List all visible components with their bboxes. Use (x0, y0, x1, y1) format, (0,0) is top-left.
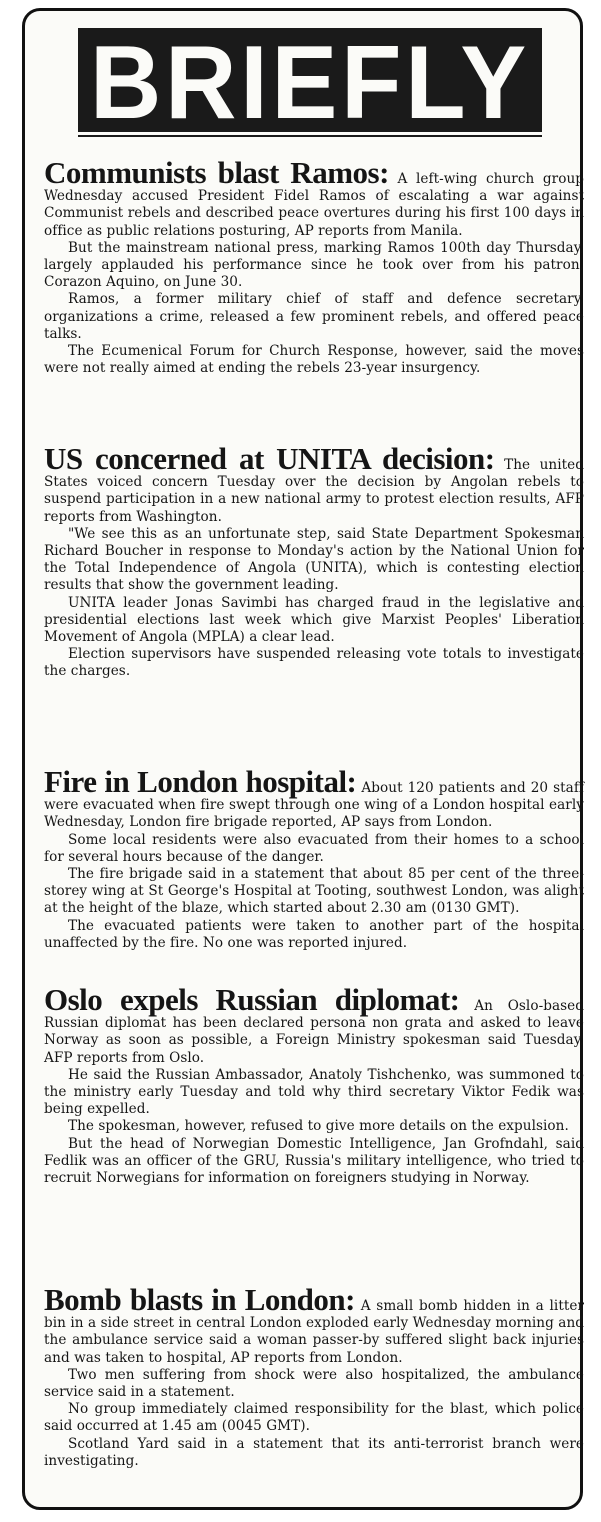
story-us-concerned-unita (44, 441, 584, 681)
story-headline: Fire in London hospital: (44, 764, 357, 799)
story-paragraph: Ramos, a former military chief of staff and defence secretary, organizations a crime, released a few prominent rebels, and offered peace talks. (44, 291, 584, 342)
story-paragraph: The evacuated patients were taken to another part of the hospital unaffected by the fire. No one was reported injured. (44, 917, 584, 951)
story-paragraph: The spokesman, however, refused to give more details on the expulsion. (68, 1118, 569, 1135)
story-fire-london-hospital (44, 764, 584, 952)
story-headline: Bomb blasts in London: (44, 1282, 355, 1317)
story-lead: A left-wing church group Wednesday accused President Fidel Ramos of escalating a war against Communist rebels and described peace overtures during his first 100 days in office as public relations posturing, AP reports from Manila. (44, 171, 585, 239)
story-oslo-expels-diplomat (44, 982, 584, 1187)
story-paragraph: Scotland Yard said in a statement that its anti-terrorist branch were investigating. (44, 1435, 584, 1469)
story-headline: US concerned at UNITA decision: (44, 441, 495, 476)
story-paragraph: Two men suffering from shock were also hospitalized, the ambulance service said in a statement. (44, 1366, 584, 1401)
story-paragraph: Election supervisors have suspended releasing vote totals to investigate the charges. (44, 646, 584, 680)
story-paragraph: The fire brigade said in a statement that about 85 per cent of the three-storey wing at St George's Hospital at Tooting, southwest London, was alight at the height of the blaze, which started about 2.30 am (0130 GMT). (44, 866, 584, 917)
story-lead: A small bomb hidden in a litter bin in a side street in central London exploded early Wednesday morning and the ambulance service said a woman passer-by suffered slight back injuries and was taken to hospital, AP reports from London. (44, 1298, 584, 1366)
story-paragraph: "We see this as an unfortunate step, said State Department Spokesman Richard Boucher in response to Monday's action by the National Union for the Total Independence of Angola (UNITA), which is contesting election results that show the government leading. (44, 525, 584, 594)
story-headline: Oslo expels Russian diplomat: (44, 982, 460, 1017)
story-lead: An Oslo-based Russian diplomat has been declared persona non grata and asked to leave Norway as soon as possible, a Foreign Ministry spokesman said Tuesday, AFP reports from Oslo. (44, 998, 584, 1066)
masthead (70, 28, 550, 140)
masthead-logo (70, 28, 550, 140)
story-paragraph: But the head of Norwegian Domestic Intelligence, Jan Grofndahl, said Fedlik was an officer of the GRU, Russia's military intelligence, who tried to recruit Norwegians for information on foreigners studying in Norway. (44, 1135, 584, 1187)
story-communists-blast-ramos (44, 155, 585, 377)
story-lead: About 120 patients and 20 staff were evacuated when fire swept through one wing of a London hospital early Wednesday, London fire brigade reported, AP says from London. (44, 780, 584, 831)
story-bomb-blasts-london (44, 1282, 584, 1470)
story-lead: The united States voiced concern Tuesday over the decision by Angolan rebels to suspend participation in a new national army to protest election results, AFP reports from Washington. (44, 457, 584, 525)
story-paragraph: The Ecumenical Forum for Church Response, however, said the moves were not really aimed at ending the rebels 23-year insurgency. (44, 343, 584, 377)
story-headline: Communists blast Ramos: (44, 155, 389, 190)
masthead-title: BRIEFLY (90, 28, 530, 140)
story-paragraph: But the mainstream national press, marking Ramos 100th day Thursday, largely applauded his performance since he took over from his patron, Corazon Aquino, on June 30. (44, 239, 584, 291)
story-paragraph: He said the Russian Ambassador, Anatoly Tishchenko, was summoned to the ministry early Tuesday and told why third secretary Viktor Fedik was being expelled. (44, 1066, 584, 1118)
story-paragraph: UNITA leader Jonas Savimbi has charged fraud in the legislative and presidential elections last week which give Marxist Peoples' Liberation Movement of Angola (MPLA) a clear lead. (44, 594, 584, 646)
story-paragraph: Some local residents were also evacuated from their homes to a school for several hours because of the danger. (44, 831, 584, 865)
story-paragraph: No group immediately claimed responsibility for the blast, which police said occurred at 1.45 am (0045 GMT). (44, 1401, 584, 1435)
